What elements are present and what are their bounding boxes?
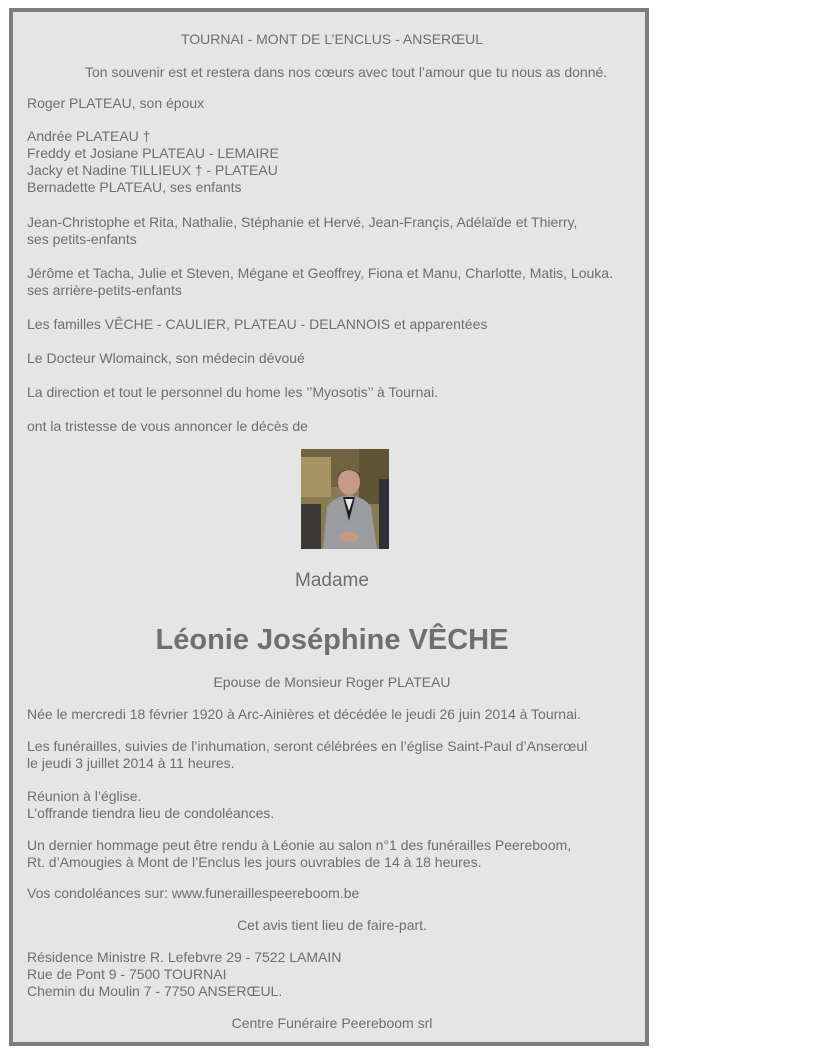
children-list <box>27 128 637 196</box>
address-line: Rue de Pont 9 - 7500 TOURNAI <box>27 966 227 982</box>
announce-line: ont la tristesse de vous annoncer le décès de <box>27 418 308 434</box>
child-line: Bernadette PLATEAU, ses enfants <box>27 179 242 195</box>
child-line: Jacky et Nadine TILLIEUX † - PLATEAU <box>27 162 278 178</box>
funeral-service-line: Les funérailles, suivies de l’inhumation, seront célébrées en l’église Saint-Paul d’Anserœul <box>27 738 588 754</box>
epigraph: Ton souvenir est et restera dans nos cœurs avec tout l’amour que tu nous as donné. <box>85 64 608 80</box>
address-line: Chemin du Moulin 7 - 7750 ANSERŒUL. <box>27 983 283 999</box>
grandchildren-label: ses petits-enfants <box>27 231 137 247</box>
obituary-card <box>9 8 649 1046</box>
notice-line: Cet avis tient lieu de faire-part. <box>237 917 427 933</box>
great-grandchildren-names: Jérôme et Tacha, Julie et Steven, Mégane et Geoffrey, Fiona et Manu, Charlotte, Matis, Louka. <box>27 265 613 281</box>
funeral-service-line: le jeudi 3 juillet 2014 à 11 heures. <box>27 755 235 771</box>
portrait-image <box>301 449 389 549</box>
tribute-line: Un dernier hommage peut être rendu à Léonie au salon n°1 des funérailles Peereboom, <box>27 837 572 853</box>
tribute-line: Rt. d’Amougies à Mont de l’Enclus les jours ouvrables de 14 à 18 heures. <box>27 854 482 870</box>
condolences-line: Vos condoléances sur: www.funeraillespeereboom.be <box>27 885 360 901</box>
address-line: Résidence Ministre R. Lefebvre 29 - 7522 LAMAIN <box>27 949 342 965</box>
home-line: La direction et tout le personnel du home les ’’Myosotis’’ à Tournai. <box>27 384 439 400</box>
great-grandchildren-label: ses arrière-petits-enfants <box>27 282 182 298</box>
child-line: Freddy et Josiane PLATEAU - LEMAIRE <box>27 145 279 161</box>
meeting-line: L’offrande tiendra lieu de condoléances. <box>27 805 275 821</box>
meeting-block <box>27 788 637 822</box>
great-grandchildren-block <box>27 265 637 299</box>
spouse-of-line: Epouse de Monsieur Roger PLATEAU <box>213 674 451 690</box>
location-header: TOURNAI - MONT DE L’ENCLUS - ANSERŒUL <box>180 31 484 47</box>
meeting-line: Réunion à l’église. <box>27 788 142 804</box>
deceased-name: Léonie Joséphine VÊCHE <box>155 624 509 656</box>
portrait-photo <box>301 449 389 549</box>
addresses-block <box>27 949 637 1000</box>
grandchildren-names: Jean-Christophe et Rita, Nathalie, Stéphanie et Hervé, Jean-Françis, Adélaïde et Thierry, <box>27 214 578 230</box>
doctor-line: Le Docteur Wlomainck, son médecin dévoué <box>27 350 305 366</box>
funeral-service <box>27 738 637 772</box>
child-line: Andrée PLATEAU † <box>27 128 151 144</box>
birth-death-line: Née le mercredi 18 février 1920 à Arc-Ainières et décédée le jeudi 26 juin 2014 à Tournai. <box>27 706 581 722</box>
grandchildren-block <box>27 214 637 248</box>
funeral-home-name: Centre Funéraire Peereboom srl <box>231 1015 433 1031</box>
families-line: Les familles VÊCHE - CAULIER, PLATEAU - DELANNOIS et apparentées <box>27 316 488 332</box>
honorific: Madame <box>295 570 369 591</box>
spouse-line: Roger PLATEAU, son époux <box>27 95 205 111</box>
tribute-block <box>27 837 637 871</box>
